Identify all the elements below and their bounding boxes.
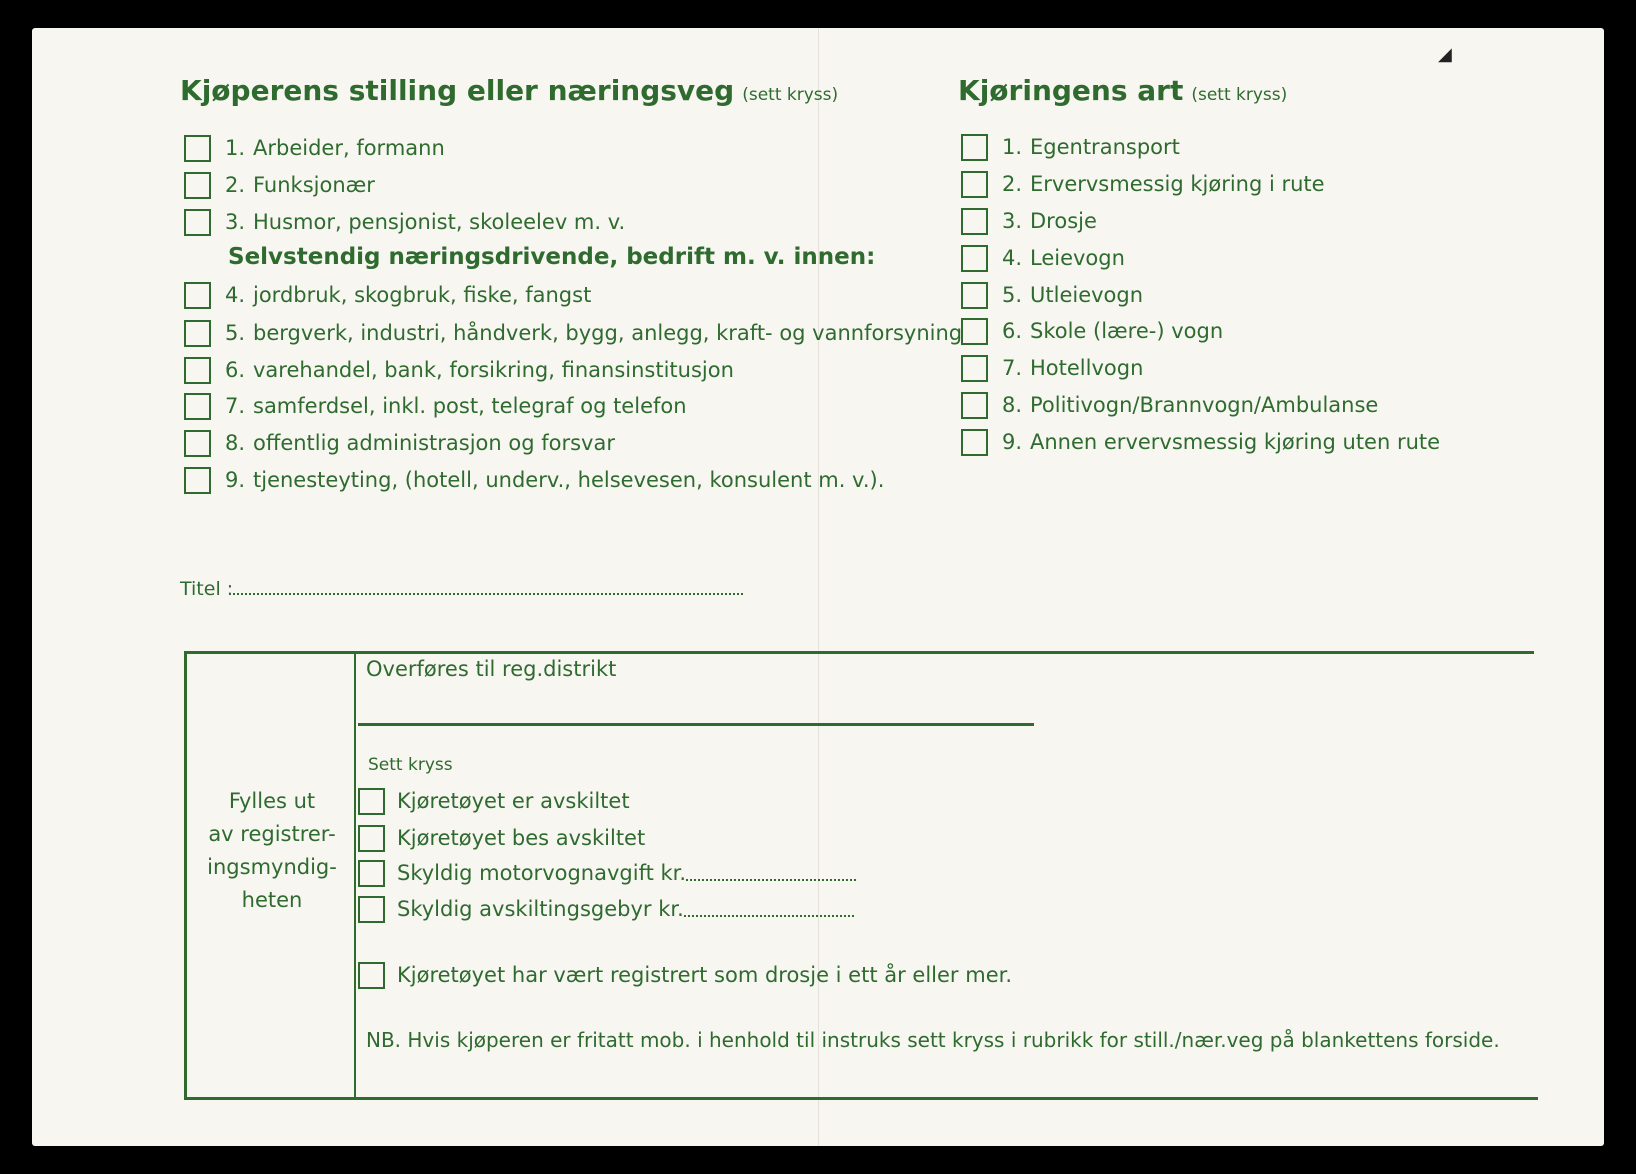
option-number: 3. (225, 210, 246, 234)
option-label: Annen ervervsmessig kjøring uten rute (1030, 430, 1441, 454)
check-label: Kjøretøyet er avskiltet (397, 789, 630, 813)
occupation-option-7 (184, 391, 687, 421)
corner-mark-icon: ◢ (1438, 44, 1452, 65)
driving-checkbox-4[interactable] (961, 245, 988, 272)
title-input-line[interactable] (233, 579, 743, 595)
check-label: Kjøretøyet bes avskiltet (397, 826, 646, 850)
check-label: Kjøretøyet har vært registrert som drosje i ett år eller mer. (397, 963, 1012, 987)
option-number: 2. (1002, 172, 1023, 196)
side-line: av registrer- (208, 822, 336, 846)
self-employed-subheading: Selvstendig næringsdrivende, bedrift m. v. innen: (228, 244, 876, 270)
occupation-checkbox-7[interactable] (184, 393, 211, 420)
plate-fee-amount-line[interactable] (684, 901, 854, 917)
driving-checkbox-1[interactable] (961, 134, 988, 161)
option-label: Skole (lære-) vogn (1030, 319, 1224, 343)
driving-checkbox-5[interactable] (961, 282, 988, 309)
option-label: Hotellvogn (1030, 356, 1144, 380)
option-number: 4. (225, 283, 246, 307)
option-number: 2. (225, 173, 246, 197)
occupation-checkbox-2[interactable] (184, 172, 211, 199)
side-line: heten (241, 888, 303, 912)
driving-option-4 (961, 243, 1125, 273)
official-check-3 (358, 858, 856, 888)
occupation-checkbox-9[interactable] (184, 467, 211, 494)
option-number: 8. (225, 431, 246, 455)
driving-option-1 (961, 132, 1180, 162)
official-checkbox-3[interactable] (358, 860, 385, 887)
buyer-occupation-heading (180, 74, 838, 107)
check-note: Sett kryss (368, 755, 453, 775)
occupation-option-4 (184, 280, 591, 310)
driving-type-title: Kjøringens art (958, 74, 1184, 107)
occupation-option-2 (184, 170, 375, 200)
official-use-label (186, 785, 358, 917)
driving-option-6 (961, 316, 1223, 346)
option-number: 1. (225, 136, 246, 160)
driving-option-7 (961, 353, 1143, 383)
driving-type-note: (sett kryss) (1191, 85, 1288, 105)
option-number: 9. (225, 468, 246, 492)
occupation-checkbox-1[interactable] (184, 135, 211, 162)
official-check-drosje (358, 960, 1012, 990)
occupation-option-1 (184, 133, 445, 163)
option-label: Arbeider, formann (253, 136, 445, 160)
title-label: Titel : (180, 578, 234, 600)
option-label: Egentransport (1030, 135, 1180, 159)
option-label: Utleievogn (1030, 283, 1144, 307)
driving-checkbox-2[interactable] (961, 171, 988, 198)
official-checkbox-4[interactable] (358, 896, 385, 923)
section-top-rule (184, 651, 1534, 654)
title-field (180, 578, 743, 600)
option-number: 8. (1002, 393, 1023, 417)
option-number: 4. (1002, 246, 1023, 270)
option-label: varehandel, bank, forsikring, finansinstitusjon (253, 358, 734, 382)
occupation-option-8 (184, 428, 615, 458)
buyer-occupation-title: Kjøperens stilling eller næringsveg (180, 74, 735, 107)
option-label: Ervervsmessig kjøring i rute (1030, 172, 1325, 196)
occupation-option-5 (184, 318, 962, 348)
occupation-option-3 (184, 207, 625, 237)
driving-option-5 (961, 280, 1143, 310)
driving-checkbox-6[interactable] (961, 318, 988, 345)
option-number: 5. (1002, 283, 1023, 307)
option-number: 1. (1002, 135, 1023, 159)
check-label: Skyldig motorvognavgift kr. (397, 861, 687, 885)
official-checkbox-2[interactable] (358, 825, 385, 852)
motor-tax-amount-line[interactable] (686, 865, 856, 881)
occupation-option-9 (184, 465, 884, 495)
driving-type-heading (958, 74, 1287, 107)
driving-checkbox-8[interactable] (961, 392, 988, 419)
driving-option-2 (961, 169, 1325, 199)
option-label: Funksjonær (253, 173, 375, 197)
option-number: 6. (225, 358, 246, 382)
option-label: Husmor, pensjonist, skoleelev m. v. (253, 210, 626, 234)
driving-option-9 (961, 427, 1440, 457)
driving-checkbox-3[interactable] (961, 208, 988, 235)
driving-checkbox-7[interactable] (961, 355, 988, 382)
option-number: 9. (1002, 430, 1023, 454)
occupation-checkbox-4[interactable] (184, 282, 211, 309)
option-label: samferdsel, inkl. post, telegraf og telefon (253, 394, 687, 418)
option-number: 3. (1002, 209, 1023, 233)
check-label: Skyldig avskiltingsgebyr kr. (397, 897, 684, 921)
option-label: bergverk, industri, håndverk, bygg, anlegg, kraft- og vannforsyning (253, 321, 963, 345)
option-label: tjenesteyting, (hotell, underv., helsevesen, konsulent m. v.). (253, 468, 885, 492)
official-checkbox-drosje[interactable] (358, 962, 385, 989)
occupation-option-6 (184, 355, 734, 385)
occupation-checkbox-5[interactable] (184, 320, 211, 347)
option-label: jordbruk, skogbruk, fiske, fangst (253, 283, 592, 307)
option-number: 5. (225, 321, 246, 345)
nb-note: NB. Hvis kjøperen er fritatt mob. i henhold til instruks sett kryss i rubrikk for still./nær.veg på blankettens forside. (366, 1028, 1500, 1052)
transfer-district-input-line[interactable] (358, 723, 1034, 726)
option-label: Politivogn/Brannvogn/Ambulanse (1030, 393, 1379, 417)
official-check-4 (358, 894, 854, 924)
driving-checkbox-9[interactable] (961, 429, 988, 456)
buyer-occupation-note: (sett kryss) (742, 85, 839, 105)
option-number: 6. (1002, 319, 1023, 343)
side-line: ingsmyndig- (207, 855, 337, 879)
official-check-1 (358, 786, 630, 816)
option-label: Leievogn (1030, 246, 1125, 270)
driving-option-8 (961, 390, 1378, 420)
option-label: Drosje (1030, 209, 1097, 233)
occupation-checkbox-3[interactable] (184, 209, 211, 236)
official-check-2 (358, 823, 645, 853)
occupation-checkbox-8[interactable] (184, 430, 211, 457)
option-label: offentlig administrasjon og forsvar (253, 431, 615, 455)
transfer-district-label: Overføres til reg.distrikt (366, 657, 617, 681)
section-bottom-rule (184, 1097, 1538, 1100)
official-checkbox-1[interactable] (358, 788, 385, 815)
option-number: 7. (1002, 356, 1023, 380)
option-number: 7. (225, 394, 246, 418)
driving-option-3 (961, 206, 1097, 236)
side-line: Fylles ut (228, 789, 316, 813)
occupation-checkbox-6[interactable] (184, 357, 211, 384)
